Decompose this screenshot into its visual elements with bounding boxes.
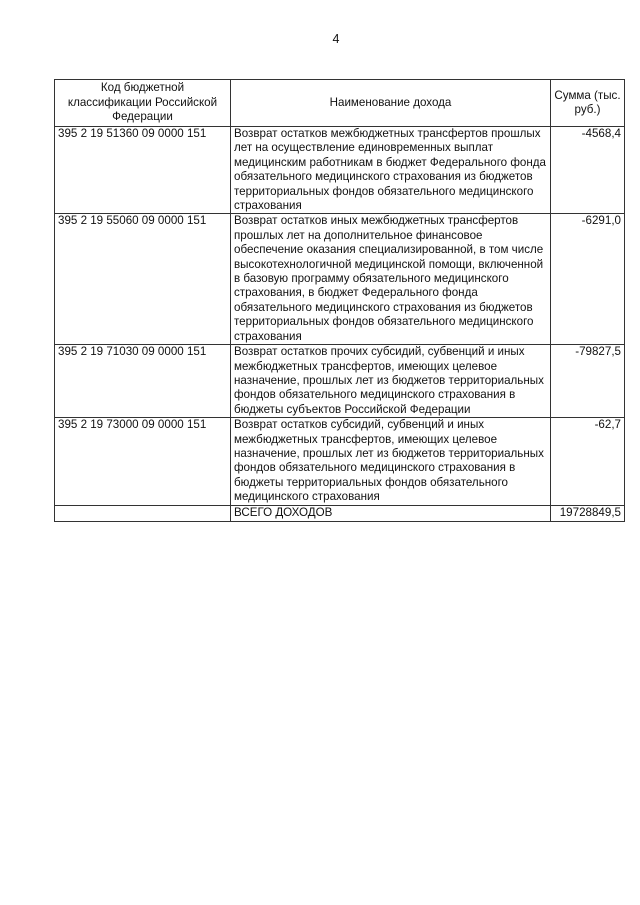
table-row (55, 127, 625, 214)
table-row (55, 214, 625, 345)
row-code: 395 2 19 73000 09 0000 151 (55, 418, 231, 505)
header-code: Код бюджетной классификации Российской Федерации (55, 80, 231, 127)
row-sum: -6291,0 (551, 214, 625, 345)
table-row (55, 418, 625, 505)
total-code (55, 505, 231, 521)
row-code: 395 2 19 71030 09 0000 151 (55, 345, 231, 418)
row-code: 395 2 19 51360 09 0000 151 (55, 127, 231, 214)
row-name: Возврат остатков иных межбюджетных трансфертов прошлых лет на дополнительное финансовое обеспечение оказания специализированной, в том числе высокотехнологичной медицинской помощи, включенной в базовую программу обязательного медицинского страхования, в бюджет Федерального фонда обязательного медицинского страхования из бюджетов территориальных фондов обязательного медицинского страхования (231, 214, 551, 345)
row-name: Возврат остатков прочих субсидий, субвенций и иных межбюджетных трансфертов, имеющих целевое назначение, прошлых лет из бюджетов территориальных фондов обязательного медицинского страхования в бюджеты субъектов Российской Федерации (231, 345, 551, 418)
table-row (55, 345, 625, 418)
row-sum: -62,7 (551, 418, 625, 505)
row-code: 395 2 19 55060 09 0000 151 (55, 214, 231, 345)
header-sum: Сумма (тыс. руб.) (551, 80, 625, 127)
page-number: 4 (332, 32, 340, 46)
total-label: ВСЕГО ДОХОДОВ (231, 505, 551, 521)
total-row (55, 505, 625, 521)
revenue-table (54, 79, 625, 522)
table-header-row (55, 80, 625, 127)
total-sum: 19728849,5 (551, 505, 625, 521)
row-name: Возврат остатков межбюджетных трансфертов прошлых лет на осуществление единовременных выплат медицинским работникам в бюджет Федерального фонда обязательного медицинского страхования из бюджетов территориальных фондов обязательного медицинского страхования (231, 127, 551, 214)
header-name: Наименование дохода (231, 80, 551, 127)
row-sum: -79827,5 (551, 345, 625, 418)
row-sum: -4568,4 (551, 127, 625, 214)
row-name: Возврат остатков субсидий, субвенций и иных межбюджетных трансфертов, имеющих целевое назначение, прошлых лет из бюджетов территориальных фондов обязательного медицинского страхования в бюджеты территориальных фондов обязательного медицинского страхования (231, 418, 551, 505)
